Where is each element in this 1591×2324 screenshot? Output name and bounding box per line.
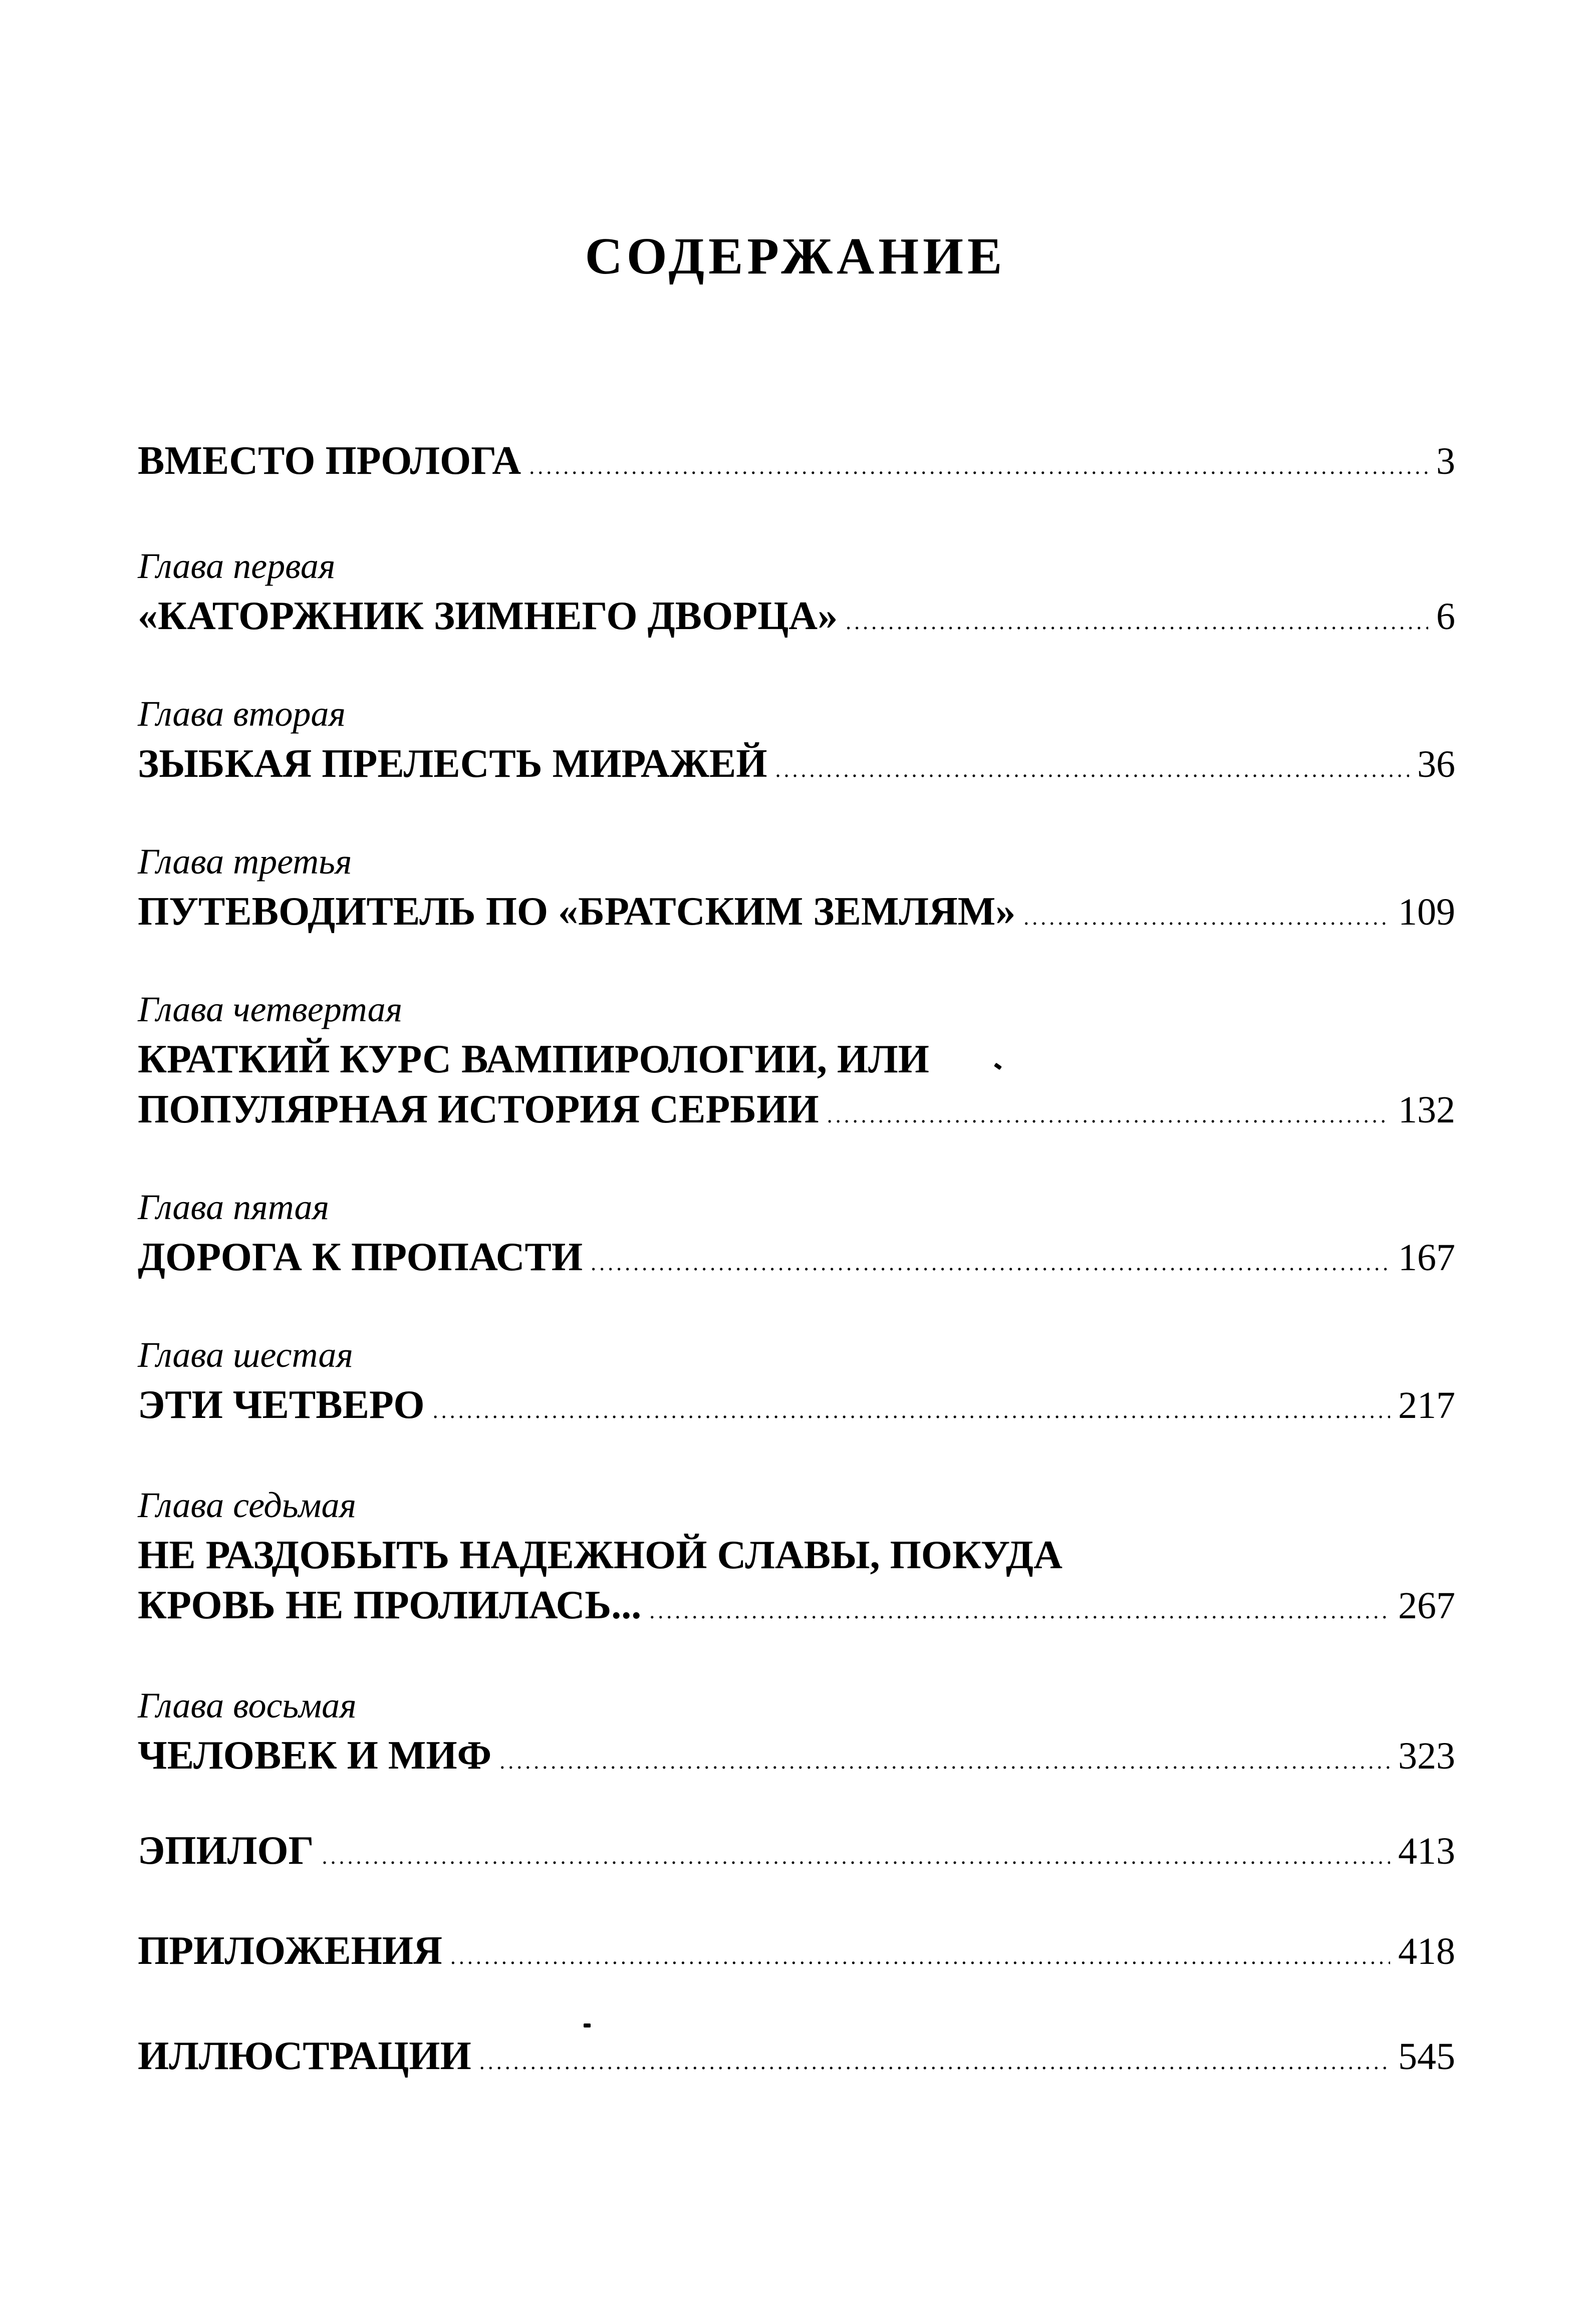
- toc-entry[interactable]: [138, 984, 1455, 1140]
- page-number: 167: [1398, 1237, 1455, 1279]
- dot-leader: [479, 2037, 1390, 2087]
- toc-entry-line: [138, 1730, 1455, 1787]
- chapter-label: Глава пятая: [138, 1187, 329, 1227]
- chapter-label: Глава седьмая: [138, 1485, 356, 1525]
- entry-heading: ЗЫБКАЯ ПРЕЛЕСТЬ МИРАЖЕЙ: [138, 742, 767, 786]
- toc-entry-line: [138, 1580, 1455, 1636]
- toc-entry[interactable]: [138, 1182, 1455, 1288]
- dot-leader: [775, 745, 1409, 795]
- dot-leader: [846, 597, 1428, 647]
- dot-leader: [433, 1386, 1390, 1436]
- page-number: 545: [1398, 2036, 1455, 2078]
- entry-heading: «КАТОРЖНИК ЗИМНЕГО ДВОРЦА»: [138, 594, 838, 638]
- entry-heading: ПРИЛОЖЕНИЯ: [138, 1929, 442, 1973]
- toc-entry-line: [138, 1232, 1455, 1288]
- entry-heading: ЧЕЛОВЕК И МИФ: [138, 1733, 492, 1778]
- entry-heading: ЭТИ ЧЕТВЕРО: [138, 1383, 425, 1427]
- page-number: 413: [1398, 1830, 1455, 1872]
- page-number: 132: [1398, 1089, 1455, 1131]
- chapter-label: Глава третья: [138, 841, 352, 882]
- toc-entry-line: [138, 1826, 1455, 1882]
- toc-entry[interactable]: [138, 836, 1455, 943]
- entry-heading: ПУТЕВОДИТЕЛЬ ПО «БРАТСКИМ ЗЕМЛЯМ»: [138, 890, 1016, 934]
- entry-heading: ДОРОГА К ПРОПАСТИ: [138, 1235, 583, 1279]
- entry-heading: ЭПИЛОГ: [138, 1829, 314, 1873]
- toc-entry[interactable]: [138, 1680, 1455, 1787]
- dot-leader: [649, 1586, 1390, 1636]
- page-title: СОДЕРЖАНИЕ: [585, 227, 1006, 285]
- dot-leader: [591, 1238, 1390, 1288]
- toc-entry-line: [138, 1380, 1455, 1436]
- page-number: 323: [1398, 1735, 1455, 1777]
- entry-heading-line: НЕ РАЗДОБЫТЬ НАДЕЖНОЙ СЛАВЫ, ПОКУДА: [138, 1533, 1063, 1577]
- toc-entry[interactable]: [138, 1926, 1455, 1982]
- chapter-label: Глава первая: [138, 546, 336, 586]
- entry-heading: КРОВЬ НЕ ПРОЛИЛАСЬ...: [138, 1583, 642, 1627]
- chapter-label: Глава четвертая: [138, 989, 403, 1029]
- print-speck: [584, 2023, 591, 2027]
- toc-entry-line: [138, 436, 1455, 492]
- toc-entry-line: [138, 1084, 1455, 1140]
- page-number: 6: [1436, 596, 1455, 638]
- dot-leader: [322, 1832, 1390, 1882]
- page-number: 3: [1436, 440, 1455, 482]
- toc-entry[interactable]: [138, 689, 1455, 795]
- dot-leader: [529, 442, 1428, 492]
- page-number: 109: [1398, 891, 1455, 933]
- toc-entry[interactable]: [138, 2031, 1455, 2087]
- chapter-label: Глава восьмая: [138, 1685, 357, 1725]
- page-number: 267: [1398, 1585, 1455, 1627]
- toc-entry-line: [138, 739, 1455, 795]
- dot-leader: [1023, 893, 1390, 943]
- entry-heading: ВМЕСТО ПРОЛОГА: [138, 439, 521, 483]
- toc-entry-line: [138, 591, 1455, 647]
- dot-leader: [450, 1932, 1390, 1982]
- toc-entry[interactable]: [138, 436, 1455, 492]
- entry-heading-line: КРАТКИЙ КУРС ВАМПИРОЛОГИИ, ИЛИ: [138, 1037, 929, 1081]
- dot-leader: [827, 1090, 1390, 1140]
- toc-entry-line: [138, 2031, 1455, 2087]
- page-number: 217: [1398, 1384, 1455, 1426]
- page-number: 418: [1398, 1930, 1455, 1972]
- page-number: 36: [1417, 743, 1455, 785]
- chapter-label: Глава шестая: [138, 1335, 353, 1375]
- toc-entry-line: [138, 1926, 1455, 1982]
- entry-heading: ПОПУЛЯРНАЯ ИСТОРИЯ СЕРБИИ: [138, 1087, 819, 1131]
- toc-entry[interactable]: [138, 1480, 1455, 1636]
- dot-leader: [499, 1736, 1390, 1787]
- toc-entry[interactable]: [138, 541, 1455, 647]
- toc-entry[interactable]: [138, 1330, 1455, 1436]
- toc-entry[interactable]: [138, 1826, 1455, 1882]
- entry-heading: ИЛЛЮСТРАЦИИ: [138, 2034, 471, 2078]
- toc-entry-line: [138, 887, 1455, 943]
- chapter-label: Глава вторая: [138, 694, 346, 734]
